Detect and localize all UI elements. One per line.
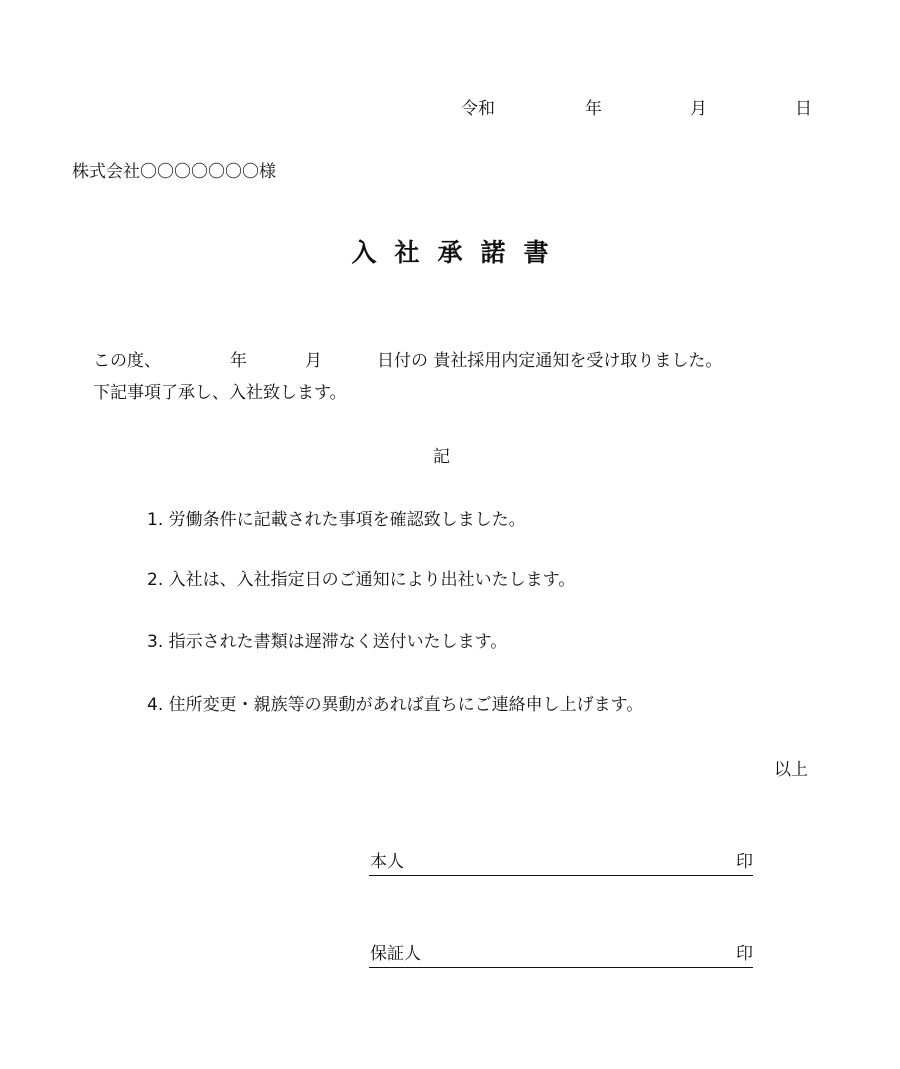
addressee: 株式会社〇〇〇〇〇〇〇様 — [72, 162, 276, 182]
list-item: 2. 入社は、入社指定日のご通知により出社いたします。 — [147, 570, 576, 590]
intro-text-start: この度、 — [93, 351, 161, 371]
date-day-unit: 日 — [795, 99, 812, 119]
document-title: 入社承諾書 — [351, 238, 567, 267]
closing-text: 以上 — [774, 760, 808, 780]
date-era: 令和 — [461, 99, 495, 119]
date-month-unit: 月 — [690, 99, 707, 119]
signature-label: 保証人 — [370, 944, 421, 964]
date-year-unit: 年 — [585, 99, 602, 119]
ki-heading: 記 — [433, 447, 450, 467]
intro-month-unit: 月 — [305, 351, 322, 371]
seal-mark: 印 — [736, 852, 753, 872]
list-item: 4. 住所変更・親族等の異動があれば直ちにご連絡申し上げます。 — [147, 695, 644, 715]
intro-year-unit: 年 — [230, 351, 247, 371]
signature-line-self[interactable] — [369, 851, 753, 876]
intro-line-2: 下記事項了承し、入社致します。 — [93, 383, 347, 403]
list-item: 3. 指示された書類は遅滞なく送付いたします。 — [147, 632, 508, 652]
list-item: 1. 労働条件に記載された事項を確認致しました。 — [147, 510, 526, 530]
intro-text-end: 日付の 貴社採用内定通知を受け取りました。 — [377, 351, 723, 371]
seal-mark: 印 — [736, 944, 753, 964]
signature-line-guarantor[interactable] — [369, 943, 753, 968]
signature-label: 本人 — [370, 852, 404, 872]
